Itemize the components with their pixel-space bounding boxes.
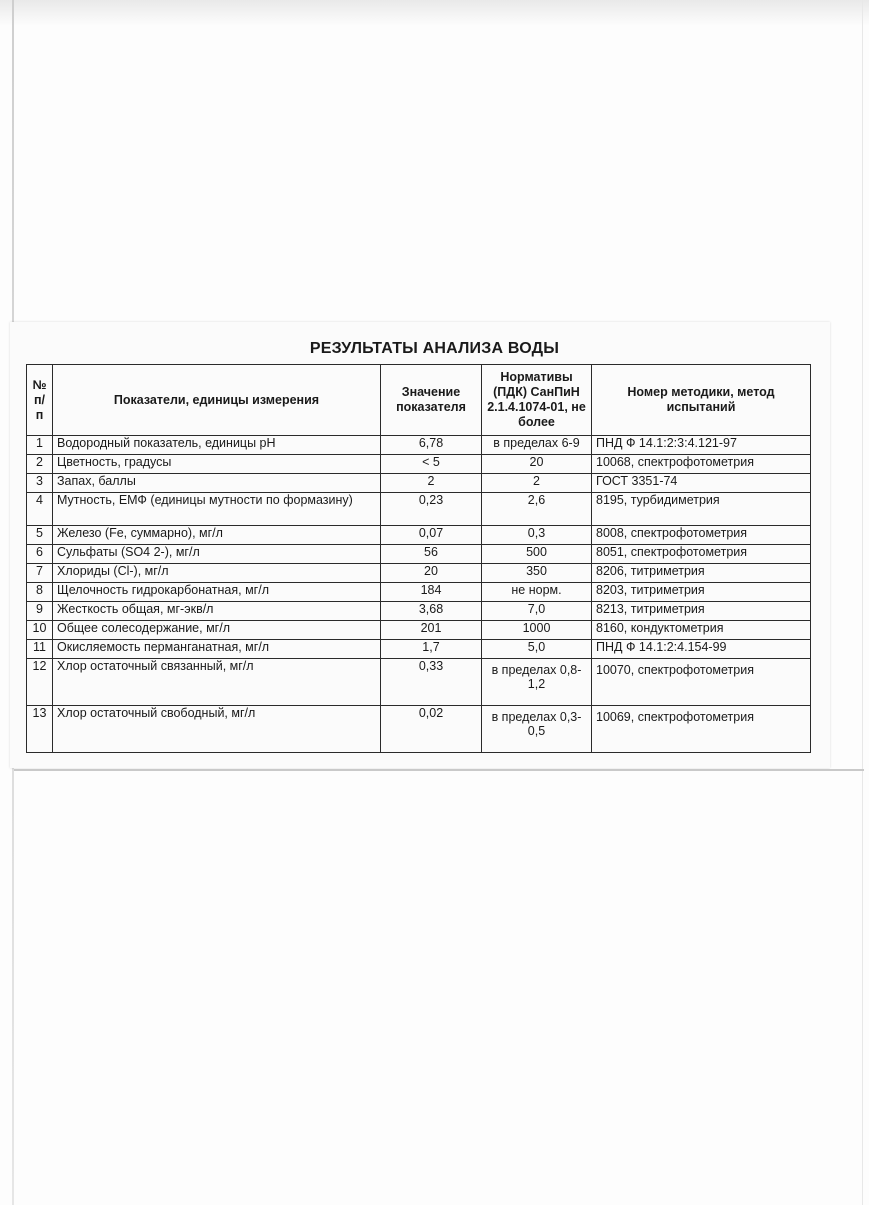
row-norm: не норм. (482, 583, 592, 602)
header-method: Номер методики, метод испытаний (592, 365, 811, 436)
row-method: 8160, кондуктометрия (592, 621, 811, 640)
row-method: 8206, титриметрия (592, 564, 811, 583)
row-indicator: Жесткость общая, мг-экв/л (53, 602, 381, 621)
row-indicator: Мутность, ЕМФ (единицы мутности по формазину) (53, 493, 381, 526)
header-num: № п/п (27, 365, 53, 436)
row-value: 0,07 (381, 526, 482, 545)
row-method: 10068, спектрофотометрия (592, 455, 811, 474)
table-row (27, 493, 811, 526)
row-indicator: Хлор остаточный связанный, мг/л (53, 659, 381, 706)
row-value: 201 (381, 621, 482, 640)
row-method: 8213, титриметрия (592, 602, 811, 621)
row-indicator: Водородный показатель, единицы pH (53, 436, 381, 455)
table-row (27, 474, 811, 493)
table-header-row (27, 365, 811, 436)
row-value: 184 (381, 583, 482, 602)
row-norm: в пределах 0,3-0,5 (482, 706, 592, 753)
table-row (27, 564, 811, 583)
row-method: ПНД Ф 14.1:2:4.154-99 (592, 640, 811, 659)
row-norm: в пределах 0,8-1,2 (482, 659, 592, 706)
document-title: РЕЗУЛЬТАТЫ АНАЛИЗА ВОДЫ (309, 340, 560, 357)
table-row (27, 583, 811, 602)
row-value: 20 (381, 564, 482, 583)
row-value: < 5 (381, 455, 482, 474)
row-norm: 0,3 (482, 526, 592, 545)
row-method: 8195, турбидиметрия (592, 493, 811, 526)
water-analysis-table (26, 364, 811, 753)
row-norm: 7,0 (482, 602, 592, 621)
row-method: ПНД Ф 14.1:2:3:4.121-97 (592, 436, 811, 455)
row-method: 10070, спектрофотометрия (592, 659, 811, 706)
row-indicator: Общее солесодержание, мг/л (53, 621, 381, 640)
row-norm: 20 (482, 455, 592, 474)
table-row (27, 545, 811, 564)
row-num: 3 (27, 474, 53, 493)
row-indicator: Щелочность гидрокарбонатная, мг/л (53, 583, 381, 602)
row-norm: 5,0 (482, 640, 592, 659)
row-value: 2 (381, 474, 482, 493)
row-norm: 350 (482, 564, 592, 583)
row-norm: 2 (482, 474, 592, 493)
row-method: 8203, титриметрия (592, 583, 811, 602)
row-indicator: Сульфаты (SO4 2-), мг/л (53, 545, 381, 564)
pasted-sheet-bottom-edge (14, 769, 864, 771)
row-value: 0,23 (381, 493, 482, 526)
row-method: 10069, спектрофотометрия (592, 706, 811, 753)
row-norm: 500 (482, 545, 592, 564)
table-row (27, 706, 811, 753)
row-indicator: Запах, баллы (53, 474, 381, 493)
row-num: 11 (27, 640, 53, 659)
row-indicator: Железо (Fe, суммарно), мг/л (53, 526, 381, 545)
row-num: 2 (27, 455, 53, 474)
row-num: 9 (27, 602, 53, 621)
row-value: 6,78 (381, 436, 482, 455)
scan-top-shadow (0, 0, 869, 26)
row-method: ГОСТ 3351-74 (592, 474, 811, 493)
row-num: 12 (27, 659, 53, 706)
scan-right-edge (862, 0, 863, 1205)
row-num: 7 (27, 564, 53, 583)
row-num: 5 (27, 526, 53, 545)
row-indicator: Хлор остаточный свободный, мг/л (53, 706, 381, 753)
table-row (27, 436, 811, 455)
row-indicator: Окисляемость перманганатная, мг/л (53, 640, 381, 659)
table-row (27, 659, 811, 706)
row-num: 8 (27, 583, 53, 602)
row-method: 8008, спектрофотометрия (592, 526, 811, 545)
table-row (27, 526, 811, 545)
row-value: 56 (381, 545, 482, 564)
row-value: 1,7 (381, 640, 482, 659)
table-row (27, 640, 811, 659)
row-norm: 2,6 (482, 493, 592, 526)
table-row (27, 621, 811, 640)
row-indicator: Цветность, градусы (53, 455, 381, 474)
row-method: 8051, спектрофотометрия (592, 545, 811, 564)
table-row (27, 602, 811, 621)
row-num: 1 (27, 436, 53, 455)
row-value: 0,33 (381, 659, 482, 706)
row-num: 6 (27, 545, 53, 564)
header-value: Значение показателя (381, 365, 482, 436)
header-indicator: Показатели, единицы измерения (53, 365, 381, 436)
row-norm: 1000 (482, 621, 592, 640)
row-num: 4 (27, 493, 53, 526)
row-num: 13 (27, 706, 53, 753)
row-value: 0,02 (381, 706, 482, 753)
row-num: 10 (27, 621, 53, 640)
header-norm: Нормативы (ПДК) СанПиН 2.1.4.1074-01, не более (482, 365, 592, 436)
row-indicator: Хлориды (Cl-), мг/л (53, 564, 381, 583)
table-row (27, 455, 811, 474)
row-norm: в пределах 6-9 (482, 436, 592, 455)
row-value: 3,68 (381, 602, 482, 621)
